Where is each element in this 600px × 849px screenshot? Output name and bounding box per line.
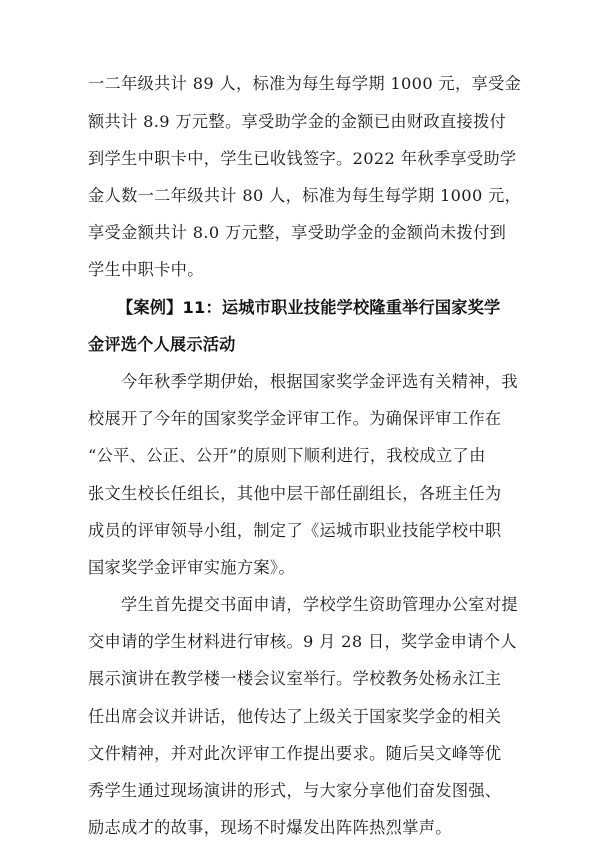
text-line: 学生中职卡中。 bbox=[88, 260, 204, 279]
text-line: 任出席会议并讲话，他传达了上级关于国家奖学金的相关 bbox=[88, 707, 502, 726]
text-line: 校展开了今年的国家奖学金评审工作。为确保评审工作在 bbox=[88, 409, 502, 428]
text-line: 到学生中职卡中，学生已收钱签字。2022 年秋季享受助学 bbox=[88, 149, 517, 168]
text-line: 张文生校长任组长，其他中层干部任副组长，各班主任为 bbox=[88, 484, 502, 503]
text-line: 秀学生通过现场演讲的形式，与大家分享他们奋发图强、 bbox=[88, 781, 502, 800]
text-line: 展示演讲在教学楼一楼会议室举行。学校教务处杨永江主 bbox=[88, 669, 502, 688]
text-line: 文件精神，并对此次评审工作提出要求。随后吴文峰等优 bbox=[88, 744, 502, 763]
text-line: 今年秋季学期伊始，根据国家奖学金评选有关精神，我 bbox=[121, 372, 518, 391]
text-line: 一二年级共计 89 人，标准为每生每学期 1000 元，享受金 bbox=[88, 74, 522, 93]
text-line: 交申请的学生材料进行审核。9 月 28 日，奖学金申请个人 bbox=[88, 632, 517, 651]
text-line: 国家奖学金评审实施方案》。 bbox=[88, 558, 295, 577]
text-line: 学生首先提交书面申请，学校学生资助管理办公室对提 bbox=[121, 595, 518, 614]
text-line: 享受金额共计 8.0 万元整，享受助学金的金额尚未拨付到 bbox=[88, 223, 507, 242]
text-line: 金人数一二年级共计 80 人，标准为每生每学期 1000 元， bbox=[88, 186, 522, 205]
text-line: 额共计 8.9 万元整。享受助学金的金额已由财政直接拨付 bbox=[88, 112, 507, 131]
case-heading-line: 【案例】11：运城市职业技能学校隆重举行国家奖学 bbox=[117, 298, 501, 317]
text-line: 励志成才的故事，现场不时爆发出阵阵热烈掌声。 bbox=[88, 818, 452, 837]
text-line: 成员的评审领导小组，制定了《运城市职业技能学校中职 bbox=[88, 521, 502, 540]
case-heading-line: 金评选个人展示活动 bbox=[88, 335, 236, 354]
text-line: “公平、公正、公开”的原则下顺利进行，我校成立了由 bbox=[88, 446, 486, 465]
